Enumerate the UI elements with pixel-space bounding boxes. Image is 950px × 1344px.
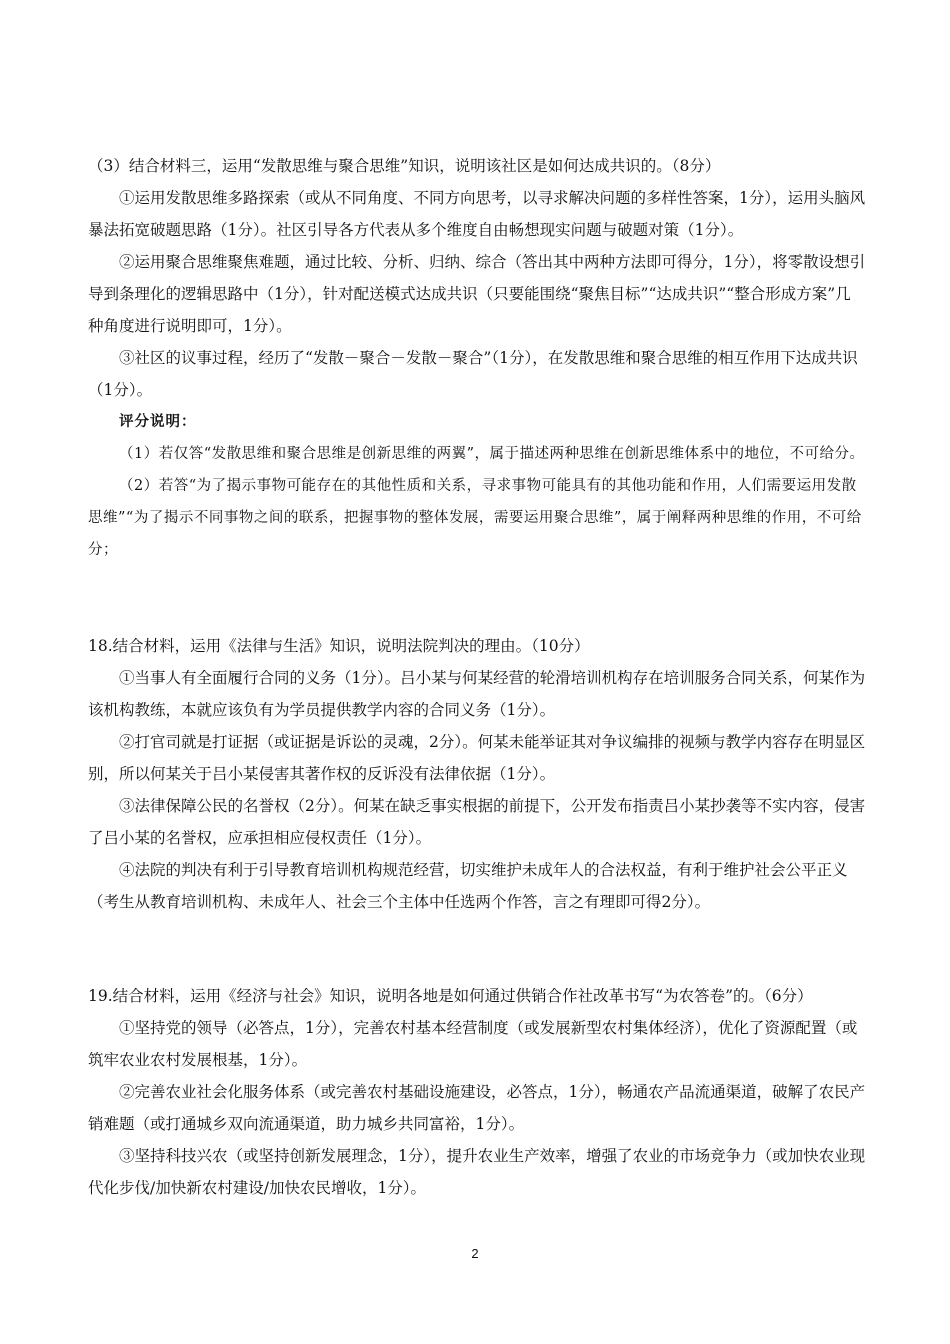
answer-item: ②完善农业社会化服务体系（或完善农村基础设施建设，必答点，1分），畅通农产品流通渠道，破解了农民产销难题（或打通城乡双向流通渠道，助力城乡共同富裕，1分）。 (88, 1083, 866, 1133)
answer-item: ③法律保障公民的名誉权（2分）。何某在缺乏事实根据的前提下，公开发布指责吕小某抄袭等不实内容，侵害了吕小某的名誉权，应承担相应侵权责任（1分）。 (88, 797, 866, 847)
grading-note: （1）若仅答“发散思维和聚合思维是创新思维的两翼”，属于描述两种思维在创新思维体系中的地位，不可给分。 (119, 446, 865, 462)
question-18: 18.结合材料，运用《法律与生活》知识，说明法院判决的理由。（10分） (88, 637, 590, 655)
answer-item: ①当事人有全面履行合同的义务（1分）。吕小某与何某经营的轮滑培训机构存在培训服务合同关系，何某作为该机构教练，本就应该负有为学员提供教学内容的合同义务（1分）。 (88, 669, 866, 719)
question-17-3: （3）结合材料三，运用“发散思维与聚合思维”知识，说明该社区是如何达成共识的。（8分） (88, 157, 721, 175)
section-18 (88, 630, 866, 918)
answer-item: ②打官司就是打证据（或证据是诉讼的灵魂，2分）。何某未能举证其对争议编排的视频与教学内容存在明显区别，所以何某关于吕小某侵害其著作权的反诉没有法律依据（1分）。 (88, 733, 866, 783)
section-19 (88, 980, 866, 1204)
answer-item: ①运用发散思维多路探索（或从不同角度、不同方向思考，以寻求解决问题的多样性答案，1分），运用头脑风暴法拓宽破题思路（1分）。社区引导各方代表从多个维度自由畅想现实问题与破题对策（1分）。 (88, 189, 866, 239)
section-17 (88, 150, 866, 566)
answer-item: ②运用聚合思维聚焦难题，通过比较、分析、归纳、综合（答出其中两种方法即可得分，1分），将零散设想引导到条理化的逻辑思路中（1分），针对配送模式达成共识（只要能围绕“聚焦目标”“达成共识”“整合形成方案”几种角度进行说明即可，1分）。 (88, 253, 866, 335)
grading-note: （2）若答“为了揭示事物可能存在的其他性质和关系，寻求事物可能具有的其他功能和作用，人们需要运用发散思维”“为了揭示不同事物之间的联系，把握事物的整体发展，需要运用聚合思维”，属于阐释两种思维的作用，不可给分； (88, 478, 862, 558)
answer-item: ④法院的判决有利于引导教育培训机构规范经营，切实维护未成年人的合法权益，有利于维护社会公平正义（考生从教育培训机构、未成年人、社会三个主体中任选两个作答，言之有理即可得2分）。 (88, 861, 848, 911)
answer-item: ③社区的议事过程，经历了“发散－聚合－发散－聚合”（1分），在发散思维和聚合思维的相互作用下达成共识（1分）。 (88, 349, 858, 399)
answer-item: ①坚持党的领导（必答点，1分），完善农村基本经营制度（或发展新型农村集体经济），优化了资源配置（或筑牢农业农村发展根基，1分）。 (88, 1019, 858, 1069)
answer-item: ③坚持科技兴农（或坚持创新发展理念，1分），提升农业生产效率，增强了农业的市场竞争力（或加快农业现代化步伐/加快新农村建设/加快农民增收，1分）。 (88, 1147, 866, 1197)
grading-note-title: 评分说明： (119, 413, 197, 430)
question-19: 19.结合材料，运用《经济与社会》知识，说明各地是如何通过供销合作社改革书写“为农答卷”的。（6分） (88, 987, 813, 1005)
page-number: 2 (471, 1246, 479, 1261)
